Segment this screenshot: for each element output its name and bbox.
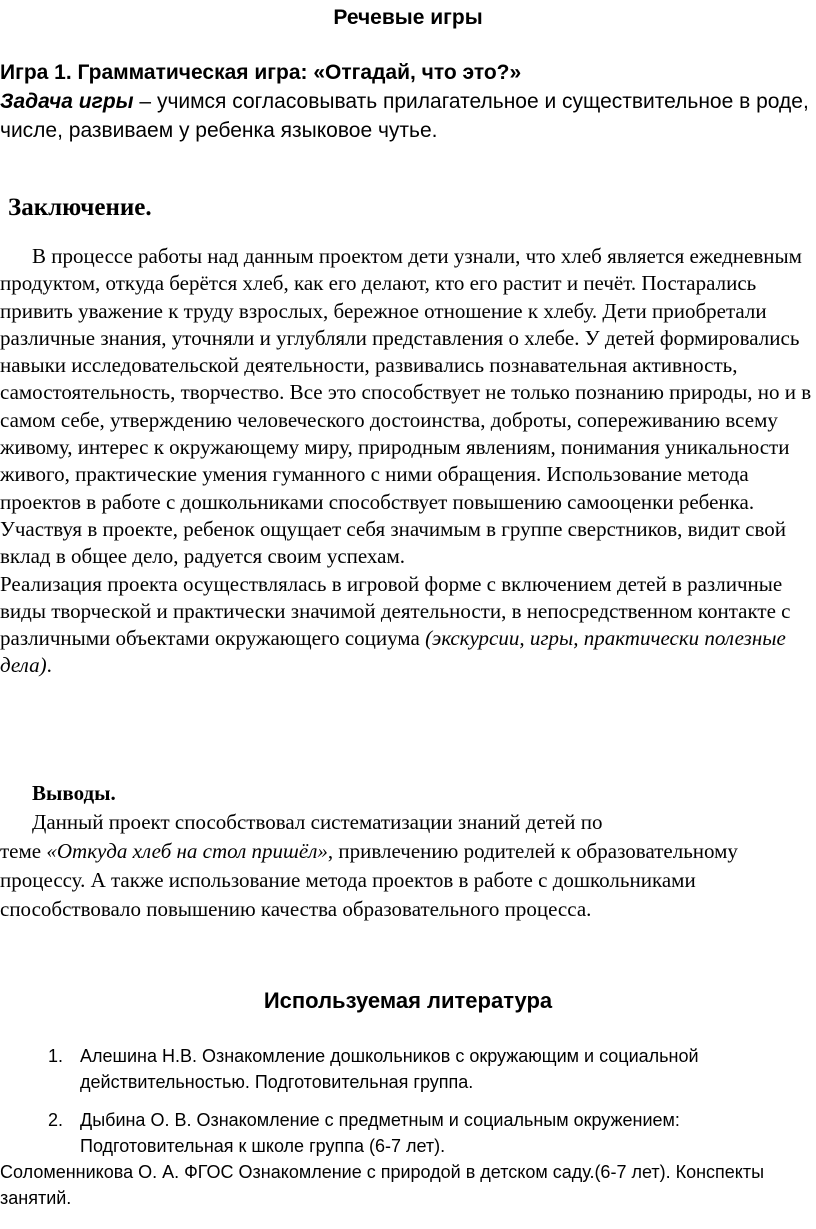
- literature-item-text: Дыбина О. В. Ознакомление с предметным и социальным окружением: Подготовительная к школе группа (6-7 лет).: [80, 1110, 680, 1156]
- literature-list: [0, 1043, 816, 1171]
- conclusion-paragraph: В процессе работы над данным проектом дети узнали, что хлеб является ежедневным продуктом, откуда берётся хлеб, как его делают, кто его растит и печёт. Постарались привить уважение к труду взрослых, бережное отношение к хлебу. Дети приобретали различные знания, уточняли и углубляли представления о хлебе. У детей формировались навыки исследовательской деятельности, развивались познавательная активность, самостоятельность, творчество. Все это способствует не только познанию природы, но и в самом себе, утверждению человеческого достоинства, доброты, сопереживанию всему живому, интерес к окружающему миру, природным явлениям, понимания уникальности живого, практические умения гуманного с ними обращения. Использование метода проектов в работе с дошкольниками способствует повышению самооценки ребенка. Участвуя в проекте, ребенок ощущает себя значимым в группе сверстников, видит свой вклад в общее дело, радуется своим успехам.: [0, 244, 812, 569]
- conclusions-heading: Выводы.: [32, 781, 116, 805]
- conclusions-line-1: Данный проект способствовал систематизации знаний детей по: [32, 810, 603, 834]
- game-task: [0, 87, 812, 145]
- conclusion-paragraph-2: [0, 571, 812, 680]
- game-heading: Игра 1. Грамматическая игра: «Отгадай, что это?»: [0, 61, 522, 84]
- conclusions-line-2: [0, 837, 812, 924]
- literature-item: [0, 1107, 816, 1159]
- task-dash: –: [133, 90, 157, 113]
- conclusions-theme-prefix: теме: [0, 839, 47, 863]
- game-section: [0, 58, 812, 145]
- literature-heading: Используемая литература: [263, 988, 553, 1013]
- literature-item-number: 1.: [48, 1046, 64, 1066]
- project-theme: «Откуда хлеб на стол пришёл»: [46, 839, 328, 863]
- task-label: Задача игры: [0, 90, 134, 113]
- literature-item-number: 2.: [48, 1110, 64, 1130]
- literature-item: [0, 1043, 816, 1095]
- task-text: учимся согласовывать прилагательное и существительное в роде, числе, развиваем у ребенка языковое чутье.: [0, 90, 809, 142]
- literature-item-text: Алешина Н.В. Ознакомление дошкольников с окружающим и социальной действительностью. Подготовительная группа.: [80, 1046, 699, 1092]
- conclusions-body: [0, 808, 812, 924]
- conclusions-rest: , привлечению родителей к образовательному процессу. А также использование метода проектов в работе с дошкольниками способствовало повышению качества образовательного процесса.: [0, 839, 738, 921]
- para2-italic: (экскурсии, игры, практически полезные дела): [0, 626, 786, 678]
- literature-extra: Соломенникова О. А. ФГОС Ознакомление с природой в детском саду.(6-7 лет). Конспекты занятий.: [0, 1162, 765, 1208]
- para2-text: Реализация проекта осуществлялась в игровой форме с включением детей в различные виды творческой и практически значимой деятельности, в непосредственном контакте с различными объектами окружающего социума: [0, 571, 791, 651]
- conclusion-heading: Заключение.: [8, 194, 152, 221]
- page-title: Речевые игры: [333, 6, 483, 29]
- conclusion-body: [0, 243, 812, 680]
- para2-end: .: [46, 653, 52, 678]
